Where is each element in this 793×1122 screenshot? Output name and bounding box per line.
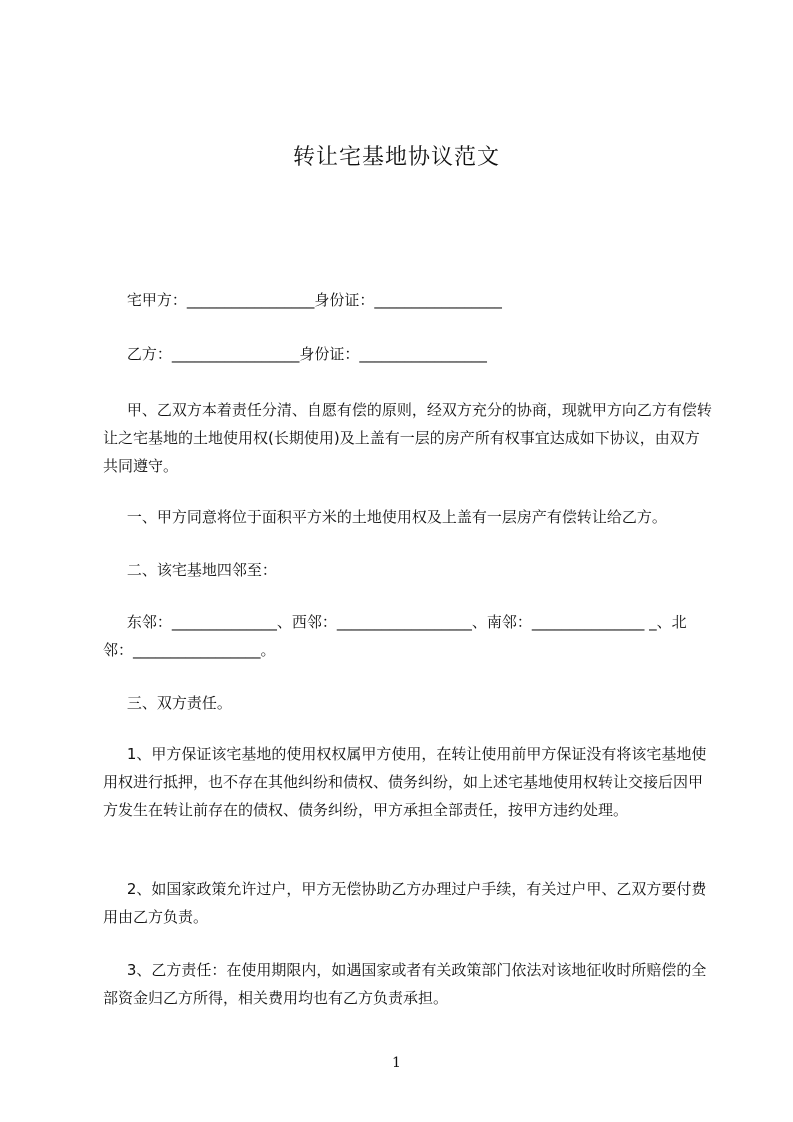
party-a-line: 宅甲方：_________________身份证：_________________ — [103, 291, 502, 309]
preamble-paragraph: 甲、乙双方本着责任分清、自愿有偿的原则，经双方充分的协商，现就甲方向乙方有偿转让之宅基地的土地使用权(长期使用)及上盖有一层的房产所有权事宜达成如下协议，由双方共同遵守。 — [103, 401, 712, 475]
clause-2-heading: 二、该宅基地四邻至： — [103, 561, 277, 579]
responsibility-3-paragraph: 3、乙方责任：在使用期限内，如遇国家或者有关政策部门依法对该地征收时所赔偿的全部资金归乙方所得，相关费用均也有乙方负责承担。 — [103, 961, 707, 1007]
clause-3-heading: 三、双方责任。 — [103, 694, 232, 712]
responsibility-2-paragraph: 2、如国家政策允许过户，甲方无偿协助乙方办理过户手续，有关过户甲、乙双方要付费用由乙方负责。 — [103, 880, 707, 926]
page-number: 1 — [392, 1055, 401, 1071]
party-b-line: 乙方：_________________身份证：_________________ — [103, 345, 487, 363]
boundaries-paragraph: 东邻：______________、西邻：__________________、南邻：_______________ _、北邻：_________________。 — [103, 613, 687, 659]
document-title: 转让宅基地协议范文 — [292, 145, 500, 170]
responsibility-1-paragraph: 1、甲方保证该宅基地的使用权权属甲方使用，在转让使用前甲方保证没有将该宅基地使用权进行抵押，也不存在其他纠纷和债权、债务纠纷，如上述宅基地使用权转让交接后因甲方发生在转让前存在的债权、债务纠纷，甲方承担全部责任，按甲方违约处理。 — [103, 745, 707, 819]
clause-1-paragraph: 一、甲方同意将位于面积平方米的土地使用权及上盖有一层房产有偿转让给乙方。 — [103, 508, 667, 526]
